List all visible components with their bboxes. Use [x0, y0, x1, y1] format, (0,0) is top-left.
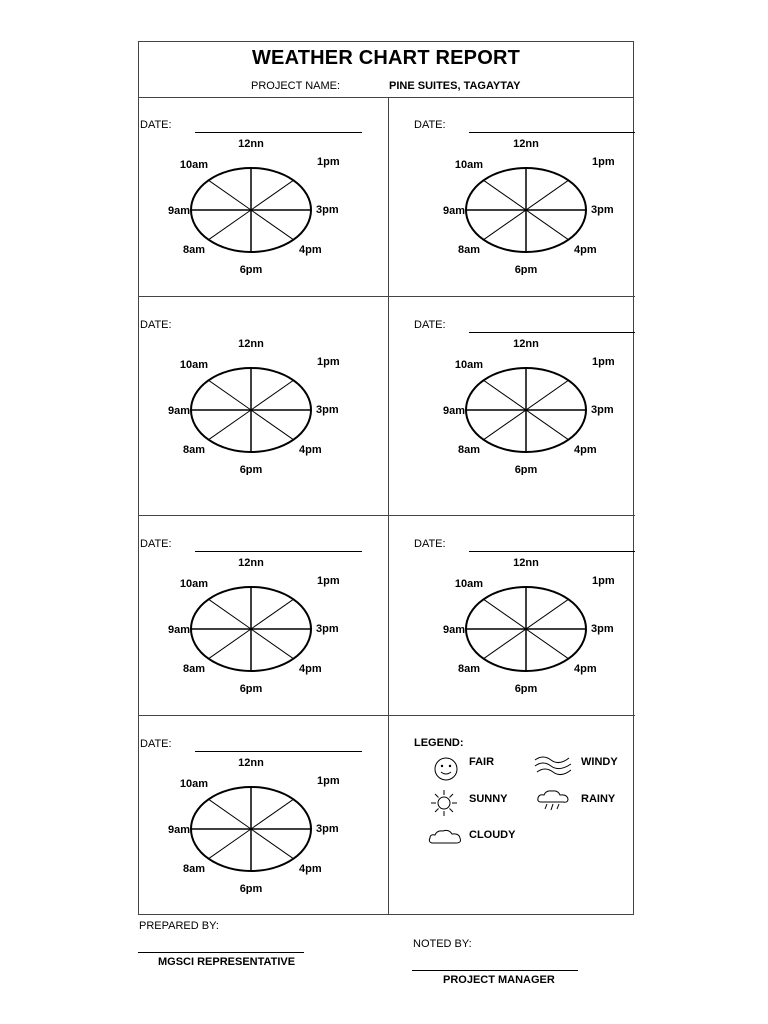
time-label-bottom-right: 4pm: [574, 444, 597, 456]
legend-label-fair: FAIR: [469, 756, 495, 768]
time-label-right: 3pm: [316, 204, 339, 216]
time-label-top-right: 1pm: [317, 575, 340, 587]
time-wheel: [436, 554, 636, 694]
time-label-bottom: 6pm: [514, 683, 538, 694]
date-input-line[interactable]: [195, 551, 362, 552]
time-label-bottom-right: 4pm: [299, 444, 322, 456]
chart-cell-1: [139, 97, 389, 297]
time-label-top-right: 1pm: [592, 575, 615, 587]
chart-cell-4: [389, 297, 635, 516]
time-label-top-left: 10am: [454, 159, 483, 171]
time-wheel: [161, 135, 361, 275]
time-label-left: 9am: [167, 824, 190, 836]
time-label-bottom: 6pm: [239, 264, 263, 275]
time-label-left: 9am: [167, 205, 190, 217]
date-label: DATE:: [140, 319, 172, 331]
time-label-left: 9am: [442, 205, 465, 217]
time-label-bottom-left: 8am: [182, 663, 205, 675]
chart-cell-6: [389, 516, 635, 716]
time-label-bottom-left: 8am: [457, 663, 480, 675]
time-wheel: [436, 135, 636, 275]
noted-signature-line[interactable]: [412, 970, 578, 971]
title-block: [139, 42, 633, 98]
date-label: DATE:: [414, 119, 446, 131]
time-label-top: 12nn: [238, 557, 264, 569]
time-label-bottom-right: 4pm: [299, 244, 322, 256]
date-input-line[interactable]: [469, 332, 635, 333]
noted-role: PROJECT MANAGER: [443, 974, 555, 986]
legend-label-windy: WINDY: [581, 756, 618, 768]
time-label-right: 3pm: [591, 204, 614, 216]
prepared-by-label: PREPARED BY:: [139, 920, 219, 932]
time-label-bottom: 6pm: [239, 883, 263, 894]
time-wheel: [436, 335, 636, 475]
time-label-bottom-left: 8am: [457, 444, 480, 456]
time-wheel: [161, 554, 361, 694]
date-input-line[interactable]: [469, 551, 635, 552]
time-label-bottom: 6pm: [514, 264, 538, 275]
cloud-icon: [427, 826, 463, 848]
date-label: DATE:: [414, 319, 446, 331]
date-label: DATE:: [140, 119, 172, 131]
time-label-left: 9am: [167, 624, 190, 636]
time-label-left: 9am: [167, 405, 190, 417]
project-name-value: PINE SUITES, TAGAYTAY: [389, 80, 521, 92]
chart-cell-7: [139, 716, 389, 914]
page-title: WEATHER CHART REPORT: [251, 47, 521, 69]
time-label-top: 12nn: [238, 338, 264, 350]
time-label-bottom-right: 4pm: [299, 663, 322, 675]
date-input-line[interactable]: [195, 132, 362, 133]
time-label-top-left: 10am: [179, 159, 208, 171]
time-label-top-right: 1pm: [317, 775, 340, 787]
time-label-left: 9am: [442, 624, 465, 636]
time-label-bottom-left: 8am: [182, 444, 205, 456]
rain-cloud-icon: [535, 788, 571, 814]
time-wheel: [161, 754, 361, 894]
time-label-bottom-right: 4pm: [299, 863, 322, 875]
legend-label-cloudy: CLOUDY: [469, 829, 516, 841]
time-wheel: [161, 335, 361, 475]
time-label-top-left: 10am: [179, 359, 208, 371]
date-label: DATE:: [414, 538, 446, 550]
sun-icon: [429, 788, 459, 818]
time-label-bottom-left: 8am: [182, 244, 205, 256]
legend-label-sunny: SUNNY: [469, 793, 508, 805]
time-label-top-left: 10am: [454, 578, 483, 590]
time-label-bottom-left: 8am: [182, 863, 205, 875]
time-label-top: 12nn: [238, 138, 264, 150]
wind-lines-icon: [533, 752, 573, 778]
chart-cell-5: [139, 516, 389, 716]
time-label-top: 12nn: [513, 338, 539, 350]
weather-report-sheet: [138, 41, 634, 915]
project-name-label: PROJECT NAME:: [251, 80, 341, 92]
legend-panel: [389, 716, 635, 914]
time-label-top: 12nn: [513, 557, 539, 569]
time-label-bottom: 6pm: [239, 683, 263, 694]
time-label-top-right: 1pm: [317, 356, 340, 368]
time-label-bottom: 6pm: [239, 464, 263, 475]
time-label-left: 9am: [442, 405, 465, 417]
time-label-top-right: 1pm: [317, 156, 340, 168]
time-label-top-left: 10am: [179, 778, 208, 790]
time-label-top-right: 1pm: [592, 356, 615, 368]
date-input-line[interactable]: [195, 751, 362, 752]
time-label-top-left: 10am: [454, 359, 483, 371]
smiley-face-icon: [433, 756, 459, 782]
prepared-role: MGSCI REPRESENTATIVE: [158, 956, 296, 968]
time-label-bottom-right: 4pm: [574, 244, 597, 256]
legend-label-rainy: RAINY: [581, 793, 616, 805]
time-label-bottom-left: 8am: [457, 244, 480, 256]
time-label-right: 3pm: [591, 623, 614, 635]
time-label-right: 3pm: [316, 623, 339, 635]
time-label-bottom-right: 4pm: [574, 663, 597, 675]
time-label-right: 3pm: [316, 404, 339, 416]
chart-cell-3: [139, 297, 389, 516]
time-label-top-left: 10am: [179, 578, 208, 590]
date-input-line[interactable]: [469, 132, 635, 133]
date-label: DATE:: [140, 738, 172, 750]
date-label: DATE:: [140, 538, 172, 550]
chart-cell-2: [389, 97, 635, 297]
prepared-signature-line[interactable]: [138, 952, 304, 953]
time-label-top: 12nn: [238, 757, 264, 769]
noted-by-label: NOTED BY:: [413, 938, 472, 950]
time-label-top-right: 1pm: [592, 156, 615, 168]
time-label-bottom: 6pm: [514, 464, 538, 475]
legend-title: LEGEND:: [414, 737, 464, 749]
time-label-top: 12nn: [513, 138, 539, 150]
time-label-right: 3pm: [316, 823, 339, 835]
time-label-right: 3pm: [591, 404, 614, 416]
